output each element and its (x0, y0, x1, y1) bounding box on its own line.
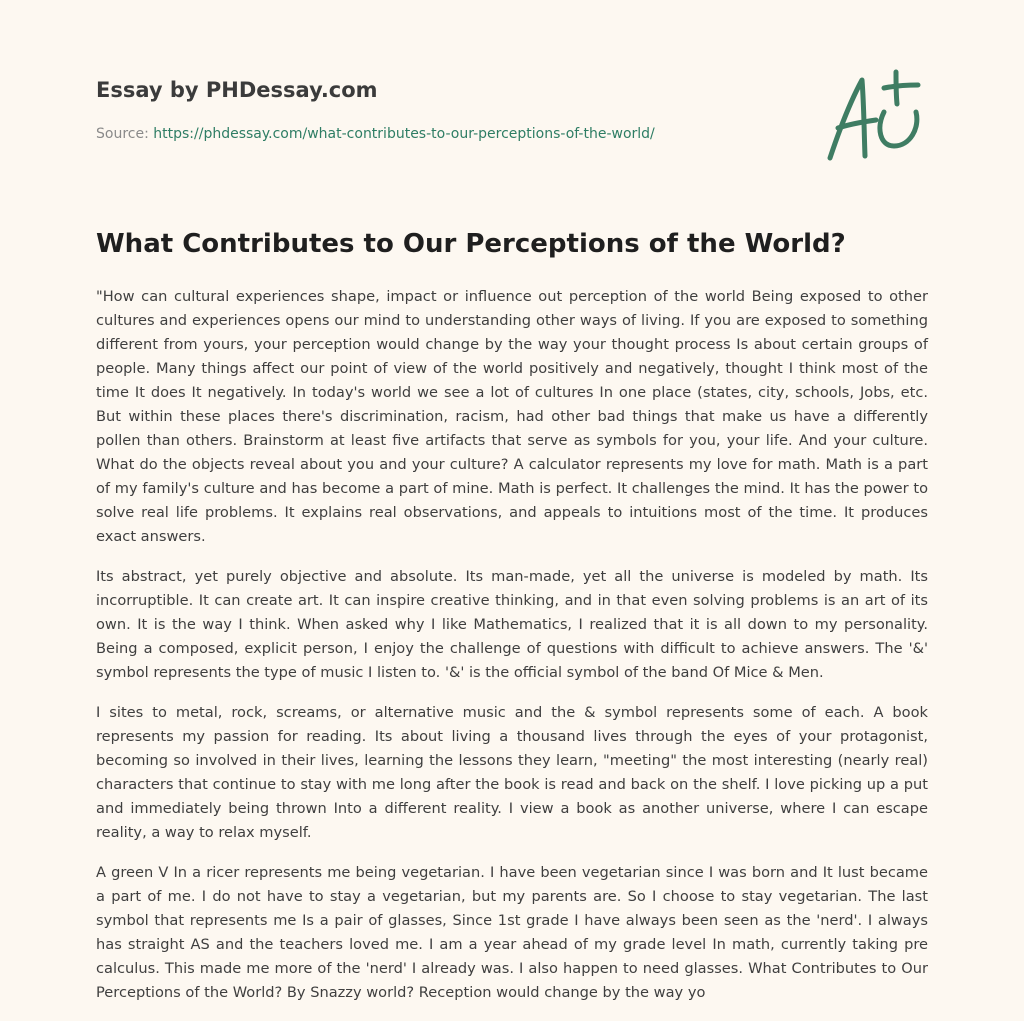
page-header (96, 76, 796, 144)
essay-paragraph: "How can cultural experiences shape, impact or influence out perception of the world Being exposed to other cultures and experiences opens our mind to understanding other ways of living. If you are exposed to something different from yours, your perception would change by the way your thought process Is about certain groups of people. Many things affect our point of view of the world positively and negatively, thought I think most of the time It does It negatively. In today's world we see a lot of cultures In one place (states, city, schools, Jobs, etc. But within these places there's discrimination, racism, had other bad things that make us have a differently pollen than others. Brainstorm at least five artifacts that serve as symbols for you, your life. And your culture. What do the objects reveal about you and your culture? A calculator represents my love for math. Math is a part of my family's culture and has become a part of mine. Math is perfect. It challenges the mind. It has the power to solve real life problems. It explains real observations, and appeals to intuitions most of the time. It produces exact answers. (96, 288, 928, 545)
a-plus-grade-icon (818, 66, 930, 166)
source-label: Source: (96, 126, 149, 142)
brand-title: Essay by PHDessay.com (96, 78, 378, 102)
essay-paragraph: A green V In a ricer represents me being vegetarian. I have been vegetarian since I was born and It lust became a part of me. I do not have to stay a vegetarian, but my parents are. So I choose to stay vegetarian. The last symbol that represents me Is a pair of glasses, Since 1st grade I have always been seen as the 'nerd'. I always has straight AS and the teachers loved me. I am a year ahead of my grade level In math, currently taking pre calculus. This made me more of the 'nerd' I already was. I also happen to need glasses. What Contributes to Our Perceptions of the World? By Snazzy world? Reception would change by the way yo (96, 864, 928, 1001)
essay-paragraph: Its abstract, yet purely objective and absolute. Its man-made, yet all the universe is modeled by math. Its incorruptible. It can create art. It can inspire creative thinking, and in that even solving problems is an art of its own. It is the way I think. When asked why I like Mathematics, I realized that it is all down to my personality. Being a composed, explicit person, I enjoy the challenge of questions with difficult to achieve answers. The '&' symbol represents the type of music I listen to. '&' is the official symbol of the band Of Mice & Men. (96, 568, 928, 681)
source-line (96, 124, 796, 144)
source-link[interactable]: https://phdessay.com/what-contributes-to-our-perceptions-of-the-world/ (153, 126, 655, 142)
essay-body (96, 285, 928, 1021)
essay-paragraph: I sites to metal, rock, screams, or alternative music and the & symbol represents some of each. A book represents my passion for reading. Its about living a thousand lives through the eyes of your protagonist, becoming so involved in their lives, learning the lessons they learn, "meeting" the most interesting (nearly real) characters that continue to stay with me long after the book is read and back on the shelf. I love picking up a put and immediately being thrown Into a different reality. I view a book as another universe, where I can escape reality, a way to relax myself. (96, 704, 928, 841)
essay-title: What Contributes to Our Perceptions of the World? (96, 229, 846, 259)
